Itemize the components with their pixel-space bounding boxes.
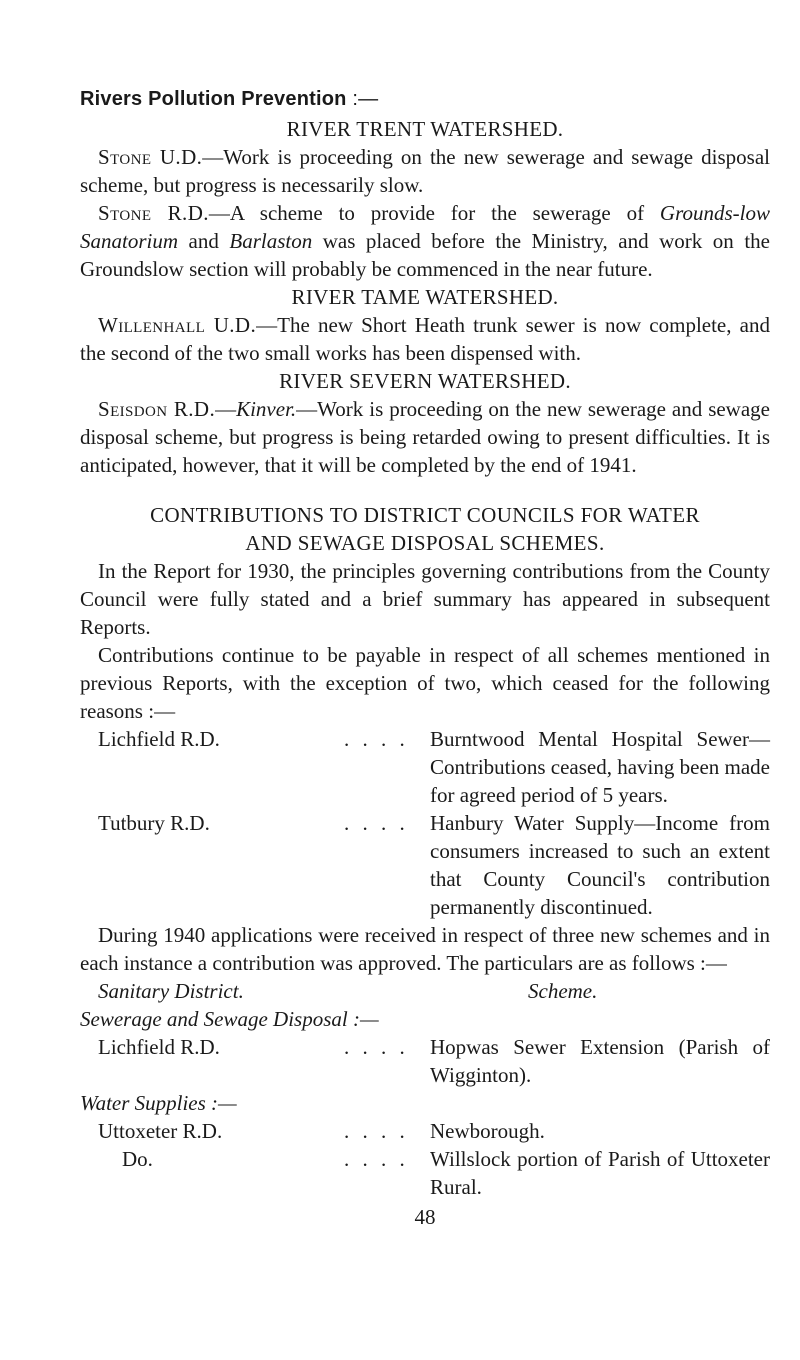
stone-rd-paragraph xyxy=(80,199,770,283)
seisdon-text: —Work is proceeding on the new sewerage and sewage disposal scheme, but progress is being retarded owing to present difficulties. It is anticipated, however, that it will be completed by the end of 1941. xyxy=(80,397,770,477)
scheme-row-uttoxeter xyxy=(80,1117,770,1145)
water-label: Water Supplies :— xyxy=(80,1091,237,1115)
contributions-para1: In the Report for 1930, the principles governing contributions from the County Council were fully stated and a brief summary has appeared in subsequent Reports. xyxy=(80,559,770,639)
contributions-para3: During 1940 applications were received in respect of three new schemes and in each instance a contribution was approved. The particulars are as follows :— xyxy=(80,923,770,975)
leader-dots: . . . . xyxy=(344,1119,409,1143)
contributions-title-line1: CONTRIBUTIONS TO DISTRICT COUNCILS FOR WATER xyxy=(150,503,700,527)
contributions-para2: Contributions continue to be payable in respect of all schemes mentioned in previous Reports, with the exception of two, which ceased for the following reasons :— xyxy=(80,643,770,723)
column-scheme: Scheme. xyxy=(528,979,598,1003)
column-sanitary-district: Sanitary District. xyxy=(98,979,244,1003)
stone-ud-paragraph xyxy=(80,143,770,199)
scheme-detail: Willslock portion of Parish of Uttoxeter Rural. xyxy=(430,1147,770,1199)
groundslow-italic: Grounds-low Sanatorium xyxy=(80,201,770,253)
section-heading xyxy=(80,88,770,111)
kinver-italic: Kinver. xyxy=(236,397,297,421)
ceased-detail: Hanbury Water Supply—Income from consumers increased to such an extent that County Council's contribution permanently discontinued. xyxy=(430,811,770,919)
leader-dots: . . . . xyxy=(344,1035,409,1059)
willenhall-text: —The new Short Heath trunk sewer is now complete, and the second of the two small works has been dispensed with. xyxy=(80,313,770,365)
scheme-district: Lichfield R.D. xyxy=(98,1035,220,1059)
scheme-district: Uttoxeter R.D. xyxy=(98,1119,223,1143)
scheme-row-do xyxy=(80,1145,770,1201)
ceased-district: Lichfield R.D. xyxy=(98,727,220,751)
leader-dots: . . . . xyxy=(344,727,409,751)
scheme-district: Do. xyxy=(122,1147,153,1171)
heading-dash: :— xyxy=(346,88,379,110)
stone-ud-text: —Work is proceeding on the new sewerage and sewage disposal scheme, but progress is necessarily slow. xyxy=(80,145,770,197)
contributions-title-line2: AND SEWAGE DISPOSAL SCHEMES. xyxy=(245,531,605,555)
stone-ud-name: Stone U.D. xyxy=(98,145,203,169)
scheme-row-lichfield xyxy=(80,1033,770,1089)
stone-rd-text-a: —A scheme to provide for the sewerage of xyxy=(208,201,660,225)
ceased-row-tutbury xyxy=(80,809,770,921)
stone-rd-text-c: was placed before the Ministry, and work on the Groundslow section will probably be commenced in the near future. xyxy=(80,229,770,281)
ceased-detail: Burntwood Mental Hospital Sewer—Contributions ceased, having been made for agreed period of 5 years. xyxy=(430,727,770,807)
tame-title: RIVER TAME WATERSHED. xyxy=(291,285,559,309)
stone-rd-text-b: and xyxy=(178,229,230,253)
willenhall-paragraph xyxy=(80,311,770,367)
ceased-row-lichfield xyxy=(80,725,770,809)
seisdon-paragraph xyxy=(80,395,770,479)
page-number: 48 xyxy=(414,1205,436,1229)
scheme-detail: Hopwas Sewer Extension (Parish of Wigginton). xyxy=(430,1035,770,1087)
scheme-detail: Newborough. xyxy=(430,1119,545,1143)
heading-text: Rivers Pollution Prevention xyxy=(80,88,347,110)
barlaston-italic: Barlaston xyxy=(229,229,313,253)
schemes-column-header xyxy=(80,977,770,1005)
seisdon-name: Seisdon R.D. xyxy=(98,397,216,421)
willenhall-name: Willenhall U.D. xyxy=(98,313,257,337)
severn-title: RIVER SEVERN WATERSHED. xyxy=(279,369,571,393)
stone-rd-name: Stone R.D. xyxy=(98,201,209,225)
leader-dots: . . . . xyxy=(344,1147,409,1171)
trent-title: RIVER TRENT WATERSHED. xyxy=(286,117,564,141)
sewerage-label: Sewerage and Sewage Disposal :— xyxy=(80,1007,379,1031)
document-page xyxy=(80,88,770,1231)
ceased-district: Tutbury R.D. xyxy=(98,811,210,835)
seisdon-dash: — xyxy=(215,397,237,421)
leader-dots: . . . . xyxy=(344,811,409,835)
